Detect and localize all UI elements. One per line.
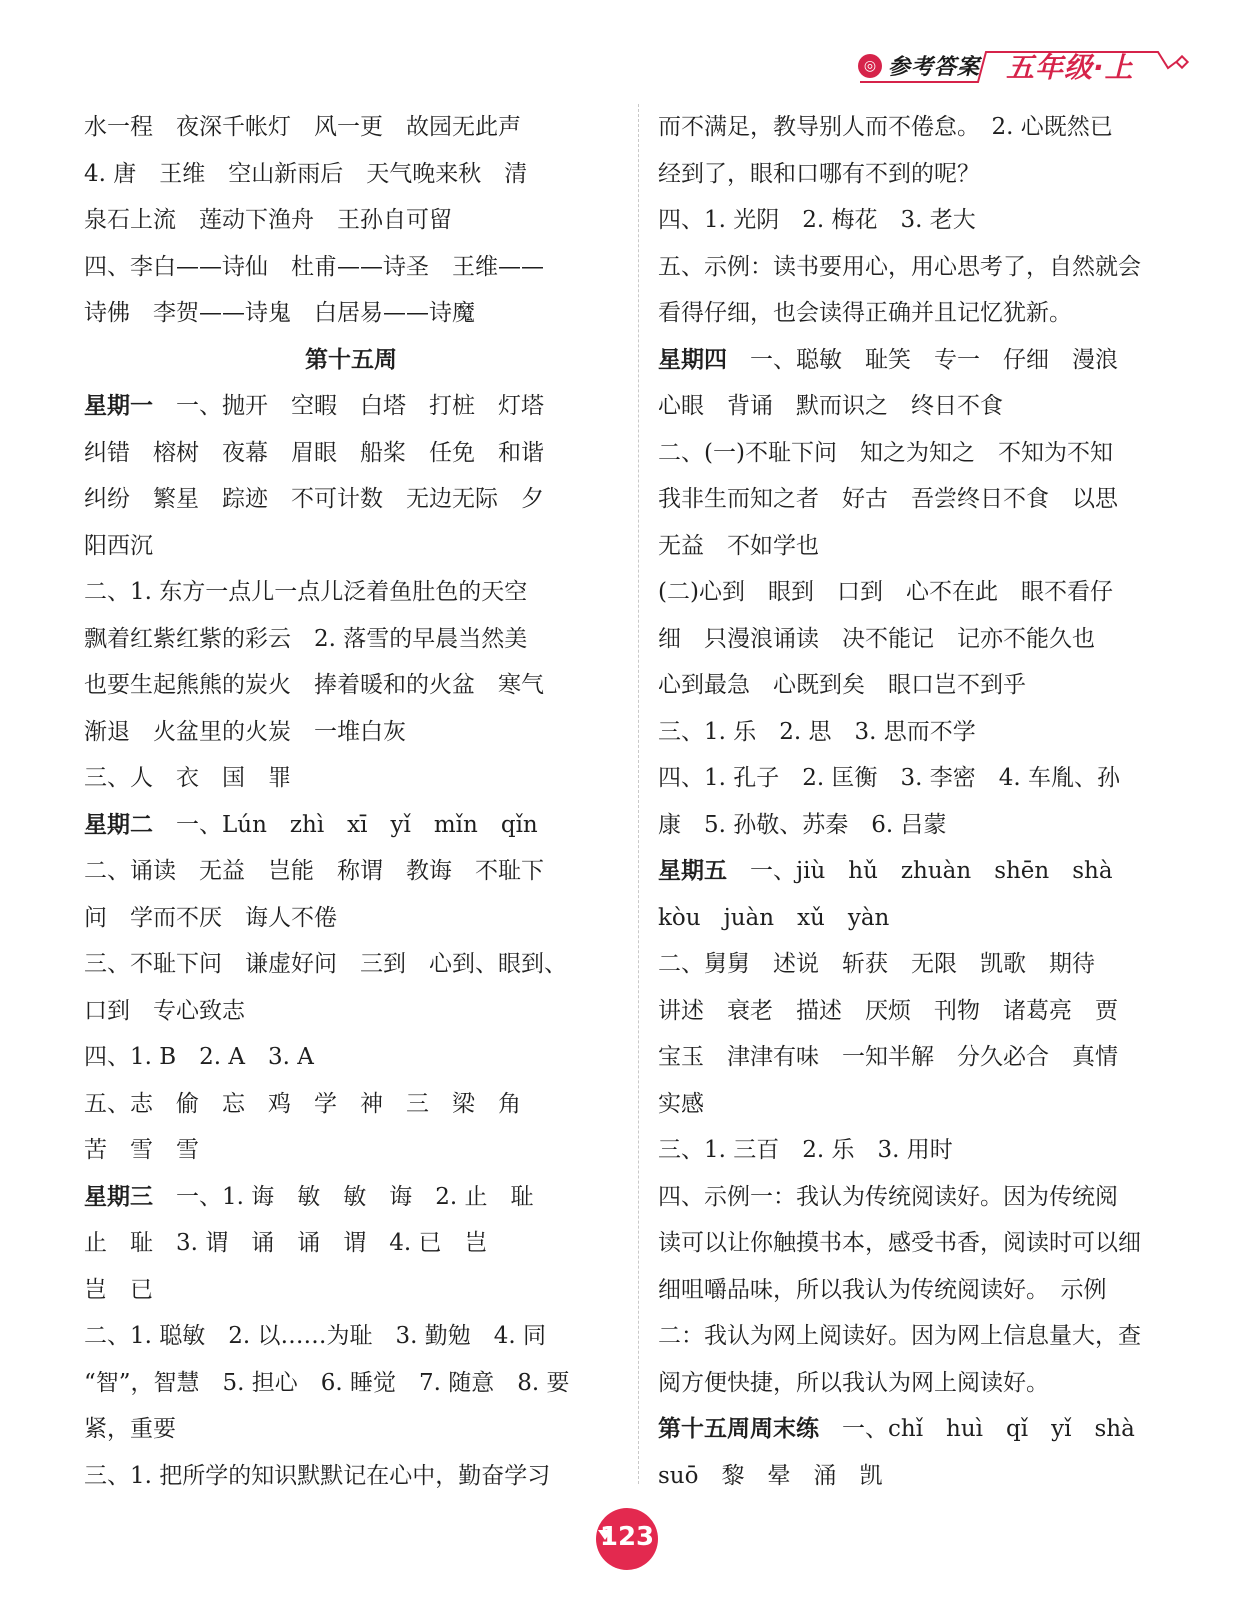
header-title: 参考答案 [888,55,981,80]
answer-line [84,290,618,337]
answer-text: 三、不耻下问 谦虚好问 三到 心到、眼到、 [84,951,567,977]
header-logo-icon: ◎ [858,54,882,78]
answer-line [658,1453,1194,1500]
answer-text: 我非生而知之者 好古 吾尝终日不食 以思 [658,486,1118,512]
answer-text: 四、1. 孔子 2. 匡衡 3. 李密 4. 车胤、孙 [658,765,1121,791]
answer-line [84,616,618,663]
answer-line [84,1360,618,1407]
answer-line [84,1453,618,1500]
answer-text: 岂 已 [84,1276,153,1303]
answer-line [84,941,618,988]
answer-text: 纠纷 繁星 踪迹 不可计数 无边无际 夕 [84,486,544,512]
answer-text: 紧，重要 [84,1416,176,1442]
answer-line [658,941,1194,988]
answer-line [658,197,1194,244]
answer-text: 康 5. 孙敬、苏秦 6. 吕蒙 [658,811,947,838]
answer-text: 阳西沉 [84,532,153,559]
day-label: 星期三 [84,1183,153,1210]
answer-text: 三、人 衣 国 罪 [84,765,291,791]
answer-line [658,1360,1194,1407]
answer-line [658,151,1194,198]
answer-text: 五、示例：读书要用心，用心思考了，自然就会 [658,253,1141,280]
answer-line [658,802,1194,849]
answer-line [658,988,1194,1035]
page-header [858,42,1198,90]
answer-line [84,1406,618,1453]
day-label: 星期一 [84,393,153,419]
day-label: 星期四 [658,346,727,373]
page-number: 123 [599,1522,655,1552]
answer-text: 4. 唐 王维 空山新雨后 天气晚来秋 清 [84,160,528,187]
answer-line [658,662,1194,709]
answer-line [84,476,618,523]
answer-text: 四、1. B 2. A 3. A [84,1044,314,1070]
answer-text: 泉石上流 莲动下渔舟 王孙自可留 [84,207,452,233]
answer-line [658,1034,1194,1081]
answer-line [84,895,618,942]
answer-text: 二：我认为网上阅读好。因为网上信息量大，查 [658,1323,1141,1349]
answer-text: 一、聪敏 耻笑 专一 仔细 漫浪 [727,346,1118,373]
answer-text: 三、1. 把所学的知识默默记在心中，勤奋学习 [84,1462,551,1489]
answer-line [658,1081,1194,1128]
answer-text: 也要生起熊熊的炭火 捧着暖和的火盆 寒气 [84,672,544,698]
answer-line [658,1220,1194,1267]
answer-text: 而不满足，教导别人而不倦怠。 2. 心既然已 [658,114,1113,140]
answer-line [658,895,1194,942]
answer-text: 无益 不如学也 [658,532,819,559]
answer-text: 诗佛 李贺——诗鬼 白居易——诗魔 [84,300,475,326]
answer-text: 心眼 背诵 默而识之 终日不食 [658,393,1003,419]
answer-line [84,197,618,244]
answer-text: (二)心到 眼到 口到 心不在此 眼不看仔 [658,579,1113,605]
answer-line [658,755,1194,802]
answer-text: 四、1. 光阴 2. 梅花 3. 老大 [658,207,976,233]
answer-text: 止 耻 3. 谓 诵 诵 谓 4. 已 岂 [84,1230,488,1256]
answer-line [84,1267,618,1314]
answer-text: 二、舅舅 述说 斩获 无限 凯歌 期待 [658,951,1095,977]
answer-line [84,662,618,709]
answer-line [84,430,618,477]
answer-text: suō 黎 晕 涌 凯 [658,1462,883,1489]
answer-line [84,1127,618,1174]
column-divider [638,104,639,1484]
answer-line [658,569,1194,616]
answer-text: 三、1. 三百 2. 乐 3. 用时 [658,1137,953,1163]
answer-line [658,244,1194,291]
answer-line [658,1127,1194,1174]
answer-text: 一、抛开 空暇 白塔 打桩 灯塔 [153,393,544,419]
answer-text: 细 只漫浪诵读 决不能记 记亦不能久也 [658,625,1095,652]
answer-text: kòu juàn xǔ yàn [658,904,890,931]
answer-text: 问 学而不厌 诲人不倦 [84,904,337,931]
right-column [658,104,1194,1499]
answer-text: 二、诵读 无益 岂能 称谓 教诲 不耻下 [84,858,544,884]
section-heading: 第十五周 [305,345,397,373]
answer-text: 五、志 偷 忘 鸡 学 神 三 梁 角 [84,1090,521,1117]
answer-text: 阅方便快捷，所以我认为网上阅读好。 [658,1369,1049,1396]
left-column [84,104,618,1499]
page-number-badge [588,1502,666,1580]
answer-line [84,1034,618,1081]
answer-text: 飘着红紫红紫的彩云 2. 落雪的早晨当然美 [84,625,528,652]
answer-line [84,1081,618,1128]
answer-text: 纠错 榕树 夜幕 眉眼 船桨 任免 和谐 [84,439,544,466]
day-label: 星期二 [84,811,153,838]
answer-text: 二、(一)不耻下问 知之为知之 不知为不知 [658,439,1113,466]
answer-line [658,709,1194,756]
answer-line [84,104,618,151]
answer-text: 渐退 火盆里的火炭 一堆白灰 [84,718,406,745]
answer-line [658,290,1194,337]
answer-text: 一、jiù hǔ zhuàn shēn shà [727,858,1113,884]
answer-line [84,151,618,198]
answer-line [84,1174,618,1221]
answer-line [658,337,1194,384]
answer-line [84,383,618,430]
answer-text: 一、Lún zhì xī yǐ mǐn qǐn [153,811,538,838]
answer-text: 水一程 夜深千帐灯 风一更 故园无此声 [84,114,521,140]
answer-line [658,523,1194,570]
answer-text: 二、1. 聪敏 2. 以……为耻 3. 勤勉 4. 同 [84,1323,547,1349]
header-grade: 五年级·上 [1006,51,1134,84]
answer-line [658,1406,1194,1453]
answer-text: 苦 雪 雪 [84,1137,199,1163]
answer-line [84,848,618,895]
answer-line [84,802,618,849]
answer-text: “智”，智慧 5. 担心 6. 睡觉 7. 随意 8. 要 [84,1369,570,1396]
answer-text: 口到 专心致志 [84,997,245,1024]
answer-line [658,1313,1194,1360]
answer-text: 看得仔细，也会读得正确并且记忆犹新。 [658,300,1072,326]
answer-line [658,1267,1194,1314]
answer-text: 一、chǐ huì qǐ yǐ shà [819,1416,1135,1442]
day-label: 第十五周周末练 [658,1416,819,1442]
answer-line [658,383,1194,430]
answer-line [658,476,1194,523]
answer-line [658,430,1194,477]
answer-line [84,988,618,1035]
answer-line [84,523,618,570]
answer-line [658,848,1194,895]
answer-text: 四、李白——诗仙 杜甫——诗圣 王维—— [84,253,544,280]
answer-line [84,1220,618,1267]
answer-text: 心到最急 心既到矣 眼口岂不到乎 [658,672,1026,698]
answer-line [84,1313,618,1360]
answer-text: 二、1. 东方一点儿一点儿泛着鱼肚色的天空 [84,579,528,605]
answer-line [84,569,618,616]
answer-text: 四、示例一：我认为传统阅读好。因为传统阅 [658,1183,1118,1210]
day-label: 星期五 [658,858,727,884]
answer-line [84,244,618,291]
answer-line [658,104,1194,151]
answer-text: 一、1. 诲 敏 敏 诲 2. 止 耻 [153,1183,534,1210]
answer-text: 讲述 衰老 描述 厌烦 刊物 诸葛亮 贾 [658,997,1118,1024]
answer-text: 宝玉 津津有味 一知半解 分久必合 真情 [658,1044,1118,1070]
answer-line [658,1174,1194,1221]
answer-text: 经到了，眼和口哪有不到的呢？ [658,160,980,187]
answer-line [84,709,618,756]
answer-text: 读可以让你触摸书本，感受书香，阅读时可以细 [658,1230,1141,1256]
answer-text: 细咀嚼品味，所以我认为传统阅读好。 示例 [658,1276,1107,1303]
answer-text: 三、1. 乐 2. 思 3. 思而不学 [658,718,976,745]
answer-text: 实感 [658,1090,704,1117]
answer-line [658,616,1194,663]
answer-line [84,755,618,802]
